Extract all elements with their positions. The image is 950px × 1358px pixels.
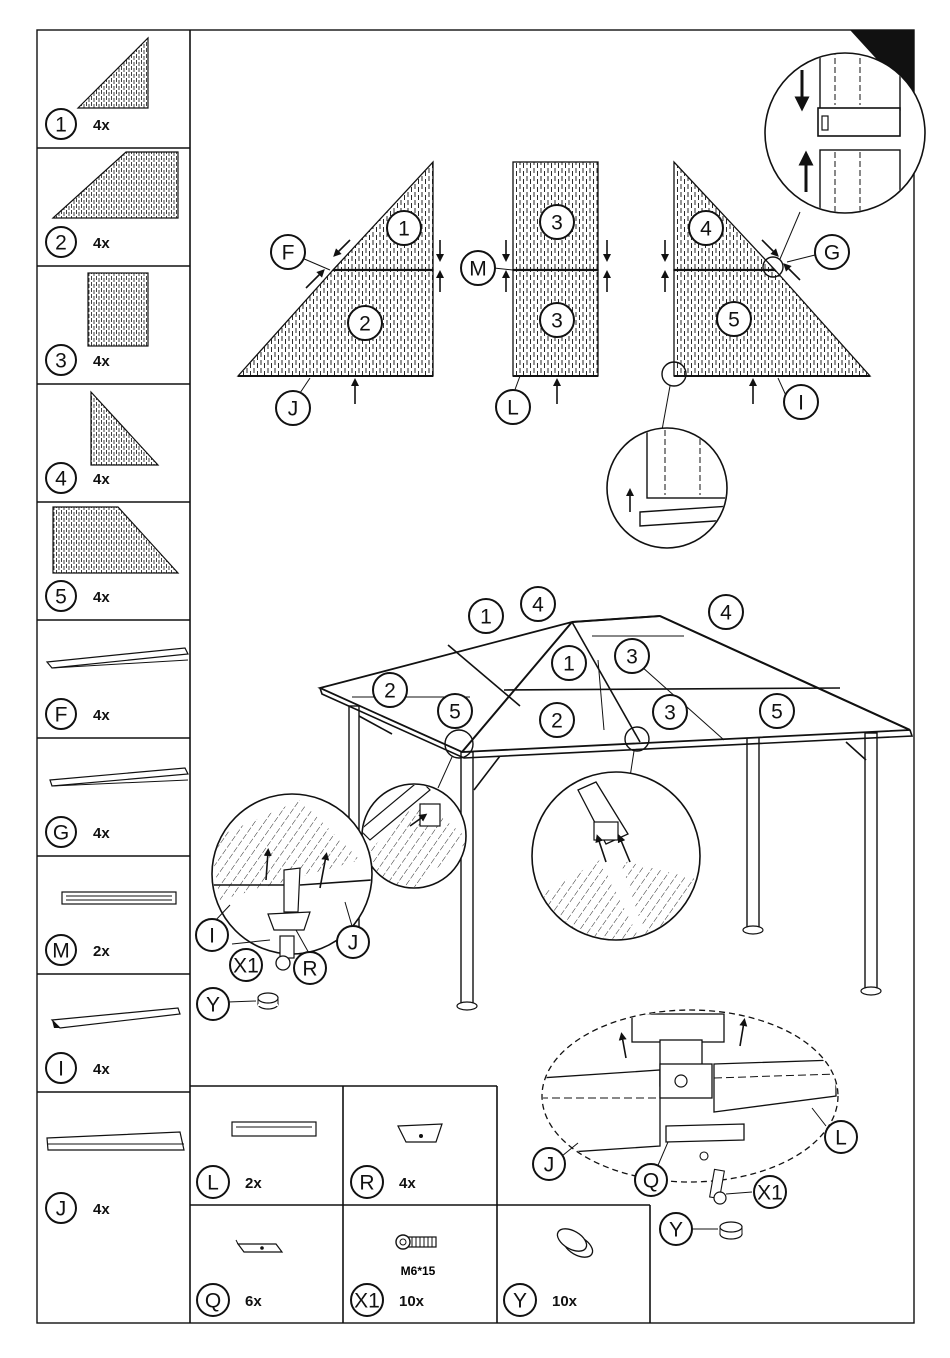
part-I-icon [52,1008,180,1028]
svg-text:I: I [798,391,804,415]
part-M-icon [62,892,176,904]
svg-text:2: 2 [384,679,396,703]
svg-text:3: 3 [626,645,638,669]
svg-text:4: 4 [55,467,67,491]
svg-text:J: J [347,931,359,955]
detail-magnifier-edge [607,362,730,548]
svg-text:3: 3 [551,211,563,235]
part-M-qty: 2x [93,943,110,960]
part-3-qty: 4x [93,353,110,370]
svg-text:5: 5 [449,700,461,724]
panel-2-top-left [238,270,433,376]
svg-text:G: G [823,241,841,265]
svg-text:5: 5 [55,585,67,609]
roof-panel-1-3 [552,646,586,680]
part-1-qty: 4x [93,117,110,134]
part-4-qty: 4x [93,471,110,488]
roof-panel-5-9 [760,694,794,728]
svg-text:Y: Y [512,1289,528,1313]
part-M-label [46,935,76,965]
detail-right-J [533,1148,565,1180]
svg-text:2: 2 [551,709,563,733]
gazebo-illustration [196,587,912,1245]
corner-bracket-icon [398,1124,442,1142]
step-joint-M [461,251,495,285]
panel-4-top-right [674,162,775,270]
svg-text:3: 3 [551,309,563,333]
svg-text:4: 4 [720,601,732,625]
svg-text:J: J [543,1153,555,1177]
part-3-label [46,345,76,375]
part-G-qty: 4x [93,825,110,842]
part-5-qty: 4x [93,589,110,606]
parts-column [37,38,190,1223]
step-panel-3b [540,303,574,337]
hardware-Y-qty: 10x [552,1293,578,1310]
svg-text:I: I [209,924,215,948]
part-1-label [46,109,76,139]
svg-text:1: 1 [55,113,67,137]
part-I-qty: 4x [93,1061,110,1078]
svg-text:I: I [58,1057,64,1081]
roof-panel-3-8 [653,695,687,729]
svg-text:3: 3 [55,349,67,373]
step-panel-1 [387,211,421,245]
svg-text:5: 5 [771,700,783,724]
detail-left-I [196,919,228,951]
svg-text:F: F [54,703,68,727]
svg-text:X1: X1 [233,954,259,978]
svg-text:M: M [52,939,70,963]
step-panel-5 [717,302,751,336]
detail-left-X1 [230,949,262,981]
svg-text:2: 2 [55,231,67,255]
panel-1-top-left [333,162,433,270]
part-2-label [46,227,76,257]
screw-spec: M6*15 [400,1264,436,1278]
hardware-R-qty: 4x [399,1175,416,1192]
roof-panel-2-7 [540,703,574,737]
part-G-label [46,817,76,847]
hardware-R-label [351,1166,383,1198]
part-2-icon [53,152,178,218]
part-J-qty: 4x [93,1201,110,1218]
step-base-L [496,390,530,424]
svg-text:Y: Y [668,1218,684,1242]
svg-text:F: F [281,241,295,265]
part-J-icon [47,1132,184,1150]
detail-left-R [294,952,326,984]
detail-right-X1 [754,1176,786,1208]
screw-icon [396,1235,436,1249]
part-3-icon [88,273,148,346]
svg-text:L: L [207,1171,219,1195]
detail-right-Q [635,1164,667,1196]
part-I-label [46,1053,76,1083]
svg-text:X1: X1 [354,1289,380,1313]
svg-text:J: J [55,1197,67,1221]
step-base-I [784,385,818,419]
panel-5-top-right [674,270,870,376]
part-1-icon [78,38,148,108]
roof-panel-2-5 [373,673,407,707]
hardware-X1-qty: 10x [399,1293,425,1310]
svg-text:X1: X1 [757,1181,783,1205]
part-J-label [46,1193,76,1223]
panel-assembly-step [238,40,925,548]
roof-panel-5-6 [438,694,472,728]
step-joint-F [271,235,305,269]
hardware-L-qty: 2x [245,1175,262,1192]
svg-text:1: 1 [398,217,410,241]
joint-plate-icon [236,1240,282,1252]
part-5-label [46,581,76,611]
hardware-Q-qty: 6x [245,1293,262,1310]
svg-text:M: M [469,257,487,281]
part-F-label [46,699,76,729]
svg-text:L: L [507,396,519,420]
svg-text:Y: Y [205,993,221,1017]
svg-text:5: 5 [728,308,740,332]
step-panel-4 [689,211,723,245]
roof-panel-4-2 [709,595,743,629]
detail-magnifier-roof-left [360,730,473,900]
svg-text:3: 3 [664,701,676,725]
svg-text:1: 1 [563,652,575,676]
svg-text:1: 1 [480,605,492,629]
part-G-icon [50,768,188,786]
part-F-icon [47,648,188,668]
svg-text:4: 4 [700,217,712,241]
svg-text:Q: Q [642,1169,660,1193]
part-2-qty: 4x [93,235,110,252]
svg-text:J: J [287,397,299,421]
svg-text:R: R [302,957,318,981]
svg-text:L: L [835,1126,847,1150]
hardware-labels [197,1166,578,1316]
step-base-J [276,391,310,425]
hardware-Q-label [197,1284,229,1316]
detail-right-L [825,1121,857,1153]
detail-magnifier-roof-center [532,727,700,960]
step-panel-3a [540,205,574,239]
svg-text:R: R [359,1171,375,1195]
detail-right-Y [660,1213,692,1245]
part-5-icon [53,507,178,573]
part-F-qty: 4x [93,707,110,724]
detail-left-J [337,926,369,958]
hardware-X1-label [351,1284,383,1316]
step-panel-2 [348,306,382,340]
rail-bar-icon [232,1122,316,1136]
svg-text:G: G [52,821,70,845]
part-4-label [46,463,76,493]
hardware-L-label [197,1166,229,1198]
detail-left-Y [197,988,229,1020]
cap-detail-left [228,993,278,1009]
cap-icon [554,1224,597,1262]
roof-panel-3-4 [615,639,649,673]
hardware-Y-label [504,1284,536,1316]
roof-panel-4-1 [521,587,555,621]
roof-panel-1-0 [469,599,503,633]
cap-detail-right [692,1222,742,1239]
svg-text:Q: Q [204,1289,222,1313]
svg-text:2: 2 [359,312,371,336]
part-4-icon [91,392,158,465]
svg-text:4: 4 [532,593,544,617]
step-joint-G [815,235,849,269]
